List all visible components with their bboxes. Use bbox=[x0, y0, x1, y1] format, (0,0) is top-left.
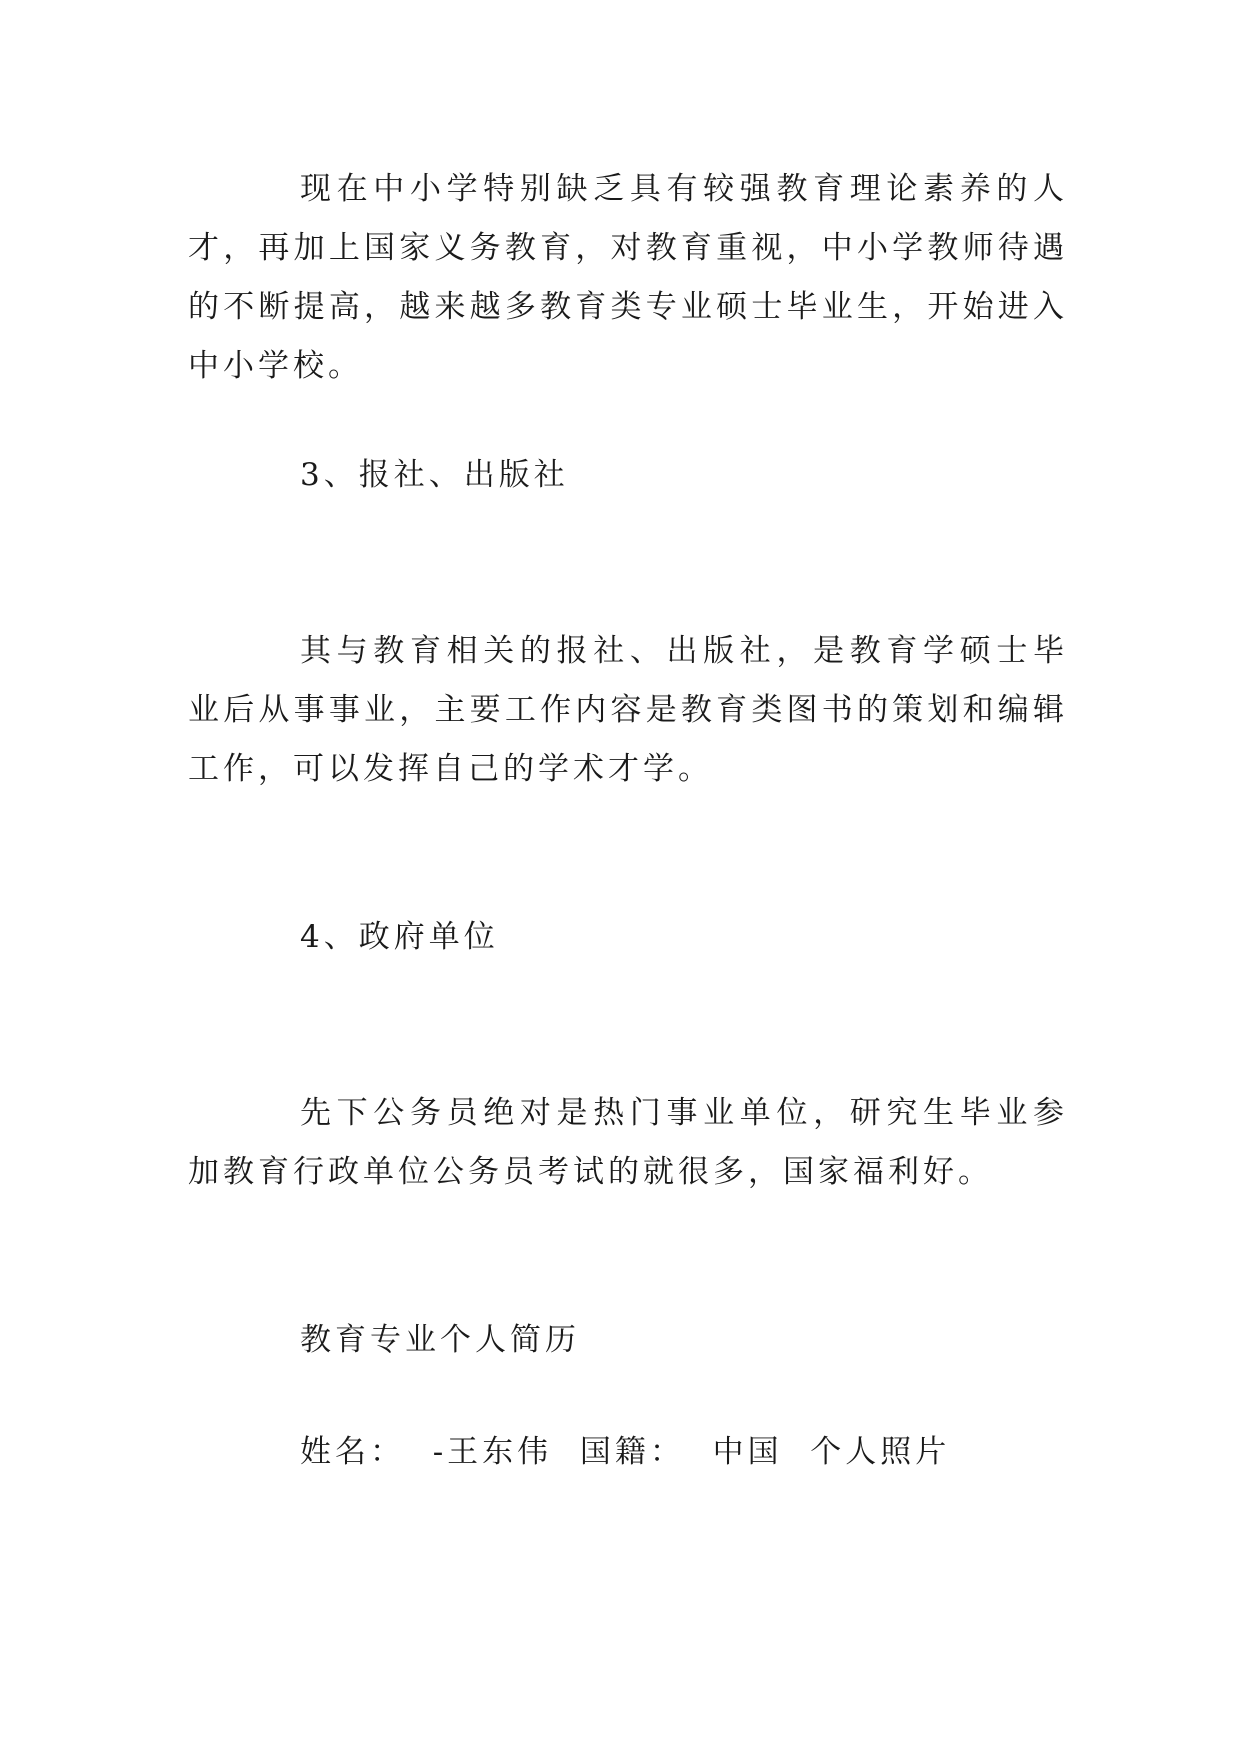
resume-title: 教育专业个人简历 bbox=[300, 1322, 580, 1358]
section-heading-newspaper-publisher: 3、报社、出版社 bbox=[300, 457, 569, 493]
section-heading-government: 4、政府单位 bbox=[300, 919, 499, 955]
paragraph-newspaper-publisher: 其与教育相关的报社、出版社，是教育学硕士毕业后从事事业，主要工作内容是教育类图书的策划和编辑工作，可以发挥自己的学术才学。 bbox=[188, 633, 1068, 787]
resume-personal-info-line: 姓名： -王东伟 国籍： 中国 个人照片 bbox=[300, 1434, 951, 1470]
paragraph-education-teachers: 现在中小学特别缺乏具有较强教育理论素养的人才，再加上国家义务教育，对教育重视，中小学教师待遇的不断提高，越来越多教育类专业硕士毕业生，开始进入中小学校。 bbox=[188, 171, 1068, 384]
paragraph-government: 先下公务员绝对是热门事业单位，研究生毕业参加教育行政单位公务员考试的就很多，国家福利好。 bbox=[188, 1095, 1068, 1190]
